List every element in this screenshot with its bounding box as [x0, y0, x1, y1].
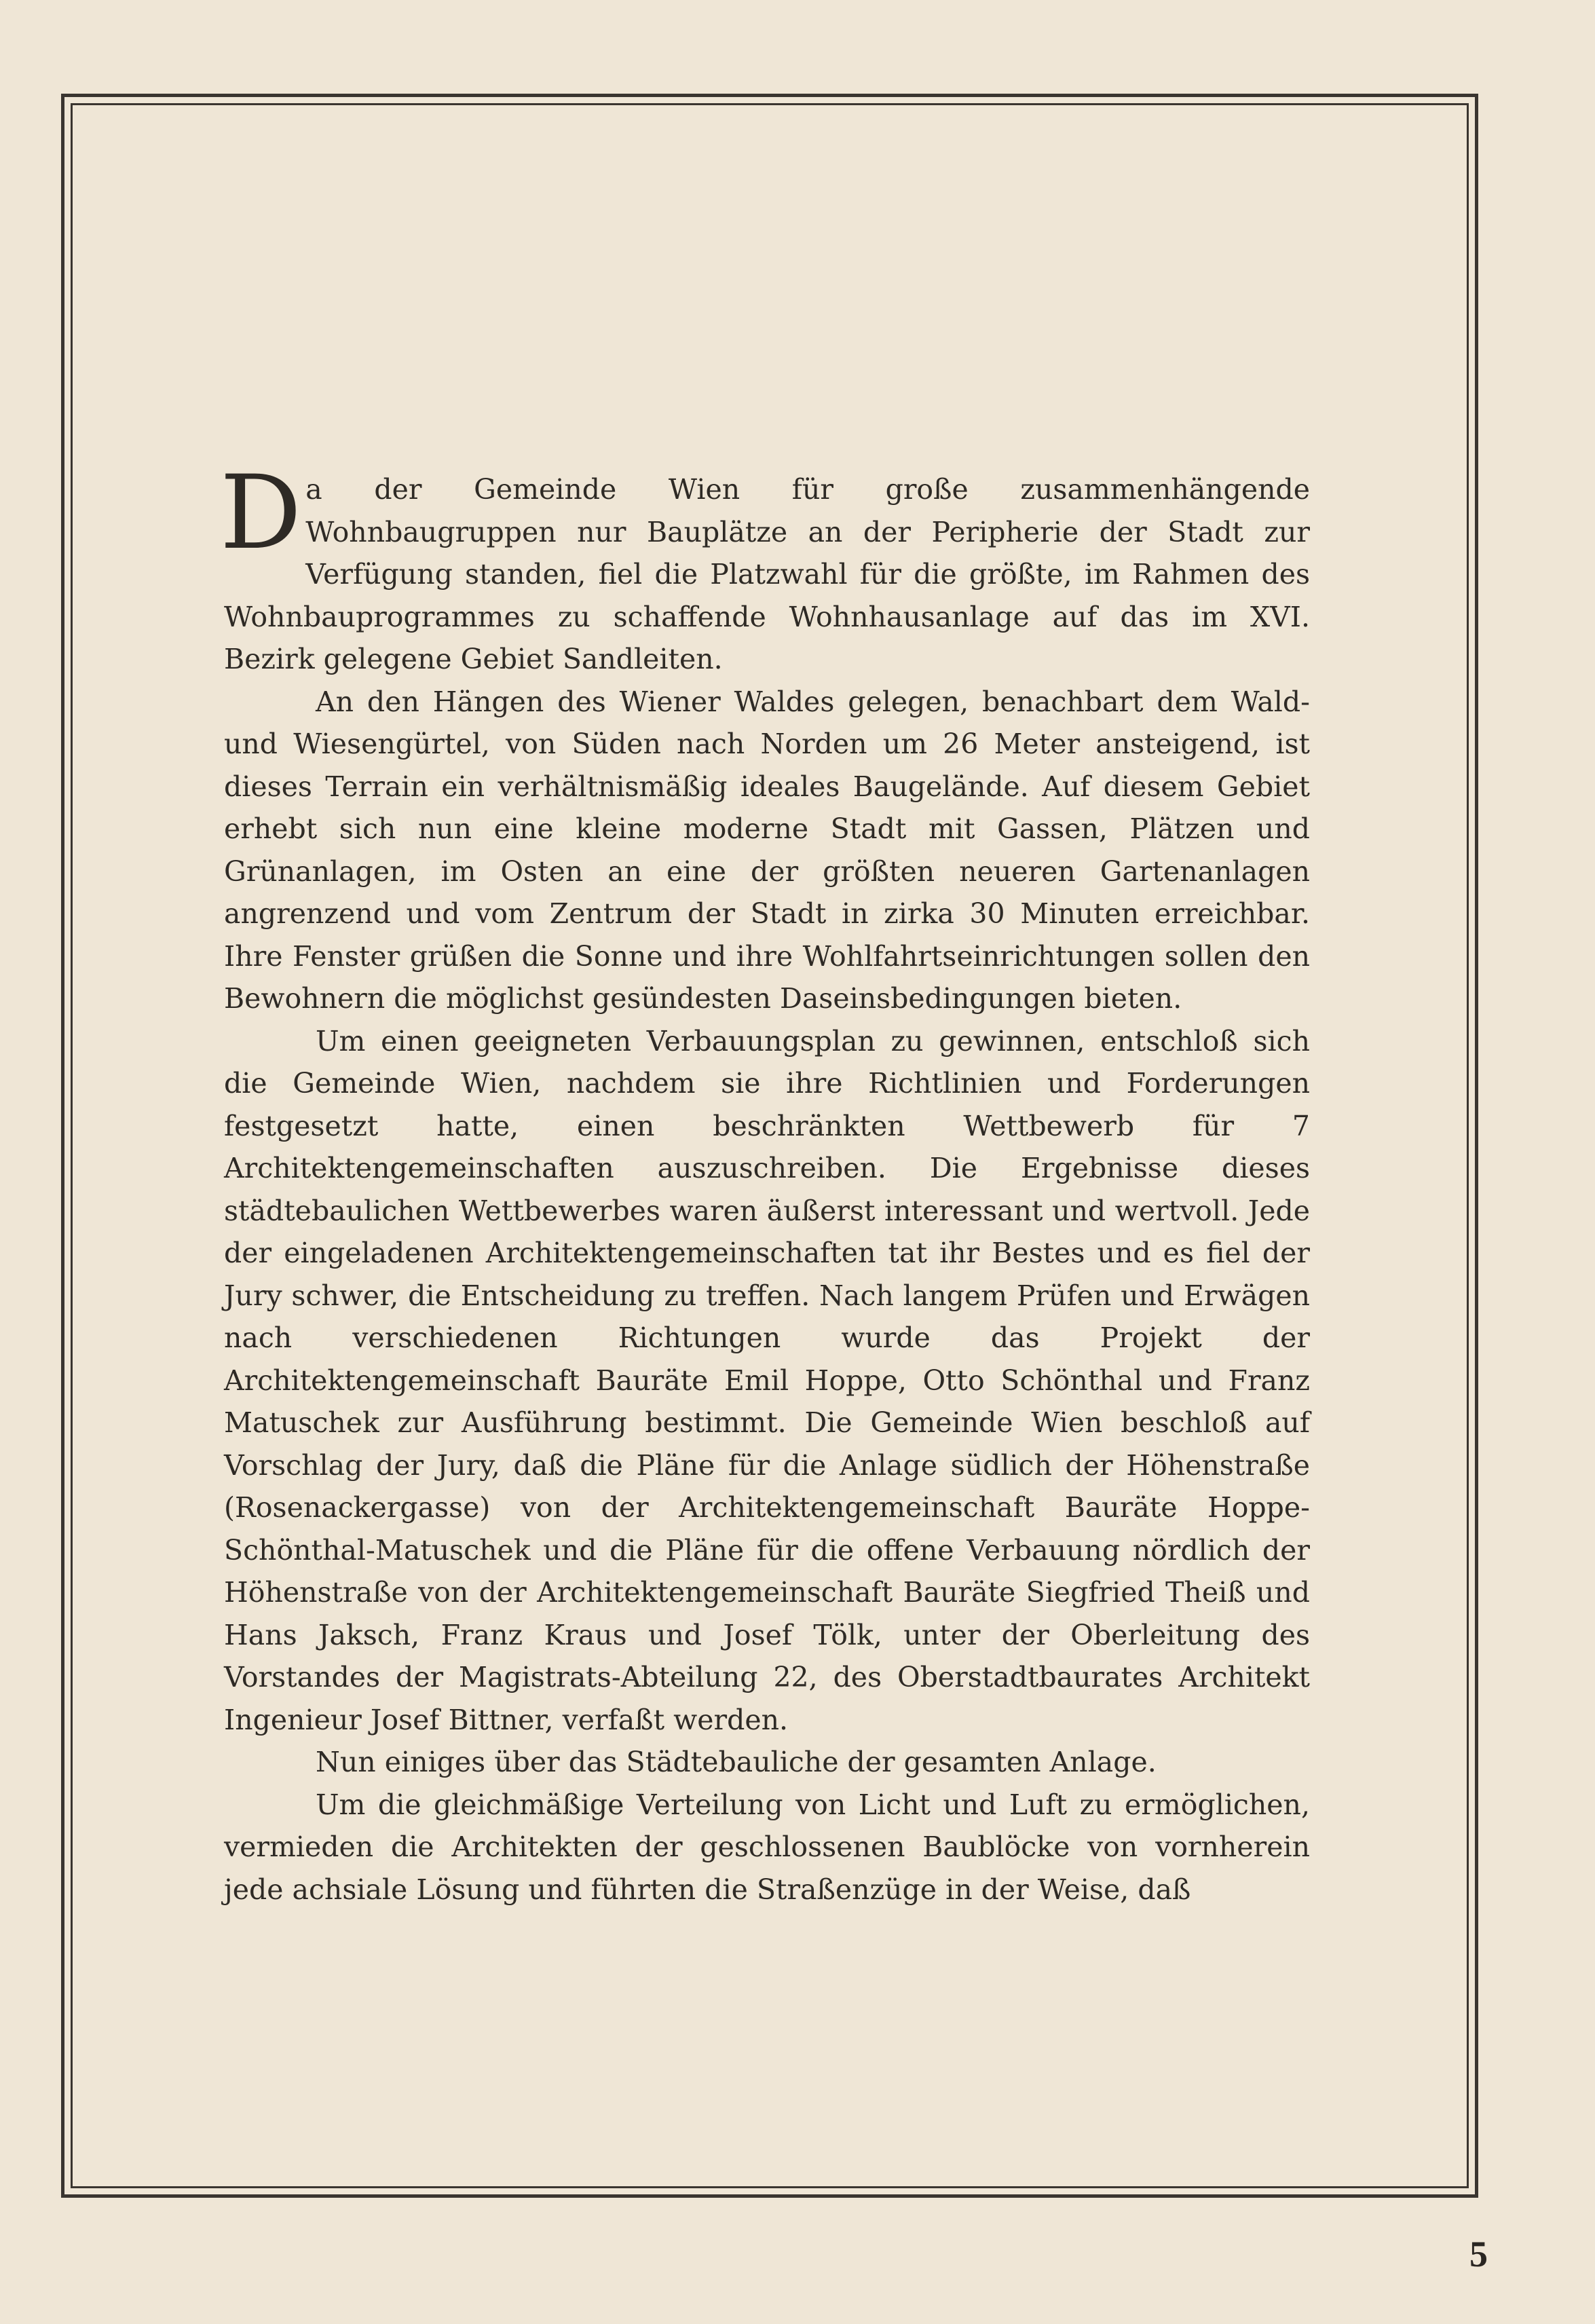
- paragraph-1: [220, 454, 1310, 681]
- paragraph-3: Um einen geeigneten Verbauungsplan zu gewinnen, entschloß sich die Gemeinde Wien, nachdem sie ihre Richtlinien und Forderungen festgesetzt hatte, einen beschränkten Wettbewerb für 7 Architektengemeinschaften auszuschreiben. Die Ergebnisse dieses städtebaulichen Wettbewerbes waren äußerst interessant und wertvoll. Jede der eingeladenen Architektengemeinschaften tat ihr Bestes und es fiel der Jury schwer, die Entscheidung zu treffen. Nach langem Prüfen und Erwägen nach verschiedenen Richtungen wurde das Projekt der Architektengemeinschaft Bauräte Emil Hoppe, Otto Schönthal und Franz Matuschek zur Ausführung bestimmt. Die Gemeinde Wien beschloß auf Vorschlag der Jury, daß die Pläne für die Anlage südlich der Höhenstraße (Rosenackergasse) von der Architektengemeinschaft Bauräte Hoppe-Schönthal-Matuschek und die Pläne für die offene Verbauung nördlich der Höhenstraße von der Architektengemeinschaft Bauräte Siegfried Theiß und Hans Jaksch, Franz Kraus und Josef Tölk, unter der Oberleitung des Vorstandes der Magistrats-Abteilung 22, des Oberstadtbaurates Architekt Ingenieur Josef Bittner, verfaßt werden.: [224, 1024, 1310, 1736]
- paragraph-4: Nun einiges über das Städtebauliche der gesamten Anlage.: [316, 1746, 1157, 1778]
- body-text: [220, 454, 1310, 1911]
- drop-cap: D: [220, 454, 302, 572]
- paragraph-5: Um die gleichmäßige Verteilung von Licht und Luft zu ermöglichen, vermieden die Architekten der geschlossenen Baublöcke von vornherein jede achsiale Lösung und führten die Straßenzüge in der Weise, daß: [224, 1788, 1310, 1906]
- page-number: 5: [1469, 2234, 1488, 2274]
- paragraph-1-text: a der Gemeinde Wien für große zusammenhängende Wohnbaugruppen nur Bauplätze an der Peripherie der Stadt zur Verfügung standen, fiel die Platzwahl für die größte, im Rahmen des Wohnbauprogrammes zu schaffende Wohnhausanlage auf das im XVI. Bezirk gelegene Gebiet Sandleiten.: [224, 473, 1310, 675]
- paragraph-2: An den Hängen des Wiener Waldes gelegen, benachbart dem Wald- und Wiesengürtel, von Süden nach Norden um 26 Meter ansteigend, ist dieses Terrain ein verhältnismäßig ideales Baugelände. Auf diesem Gebiet erhebt sich nun eine kleine moderne Stadt mit Gassen, Plätzen und Grünanlagen, im Osten an eine der größten neueren Gartenanlagen angrenzend und vom Zentrum der Stadt in zirka 30 Minuten erreichbar. Ihre Fenster grüßen die Sonne und ihre Wohlfahrtseinrichtungen sollen den Bewohnern die möglichst gesündesten Daseinsbedingungen bieten.: [224, 685, 1310, 1015]
